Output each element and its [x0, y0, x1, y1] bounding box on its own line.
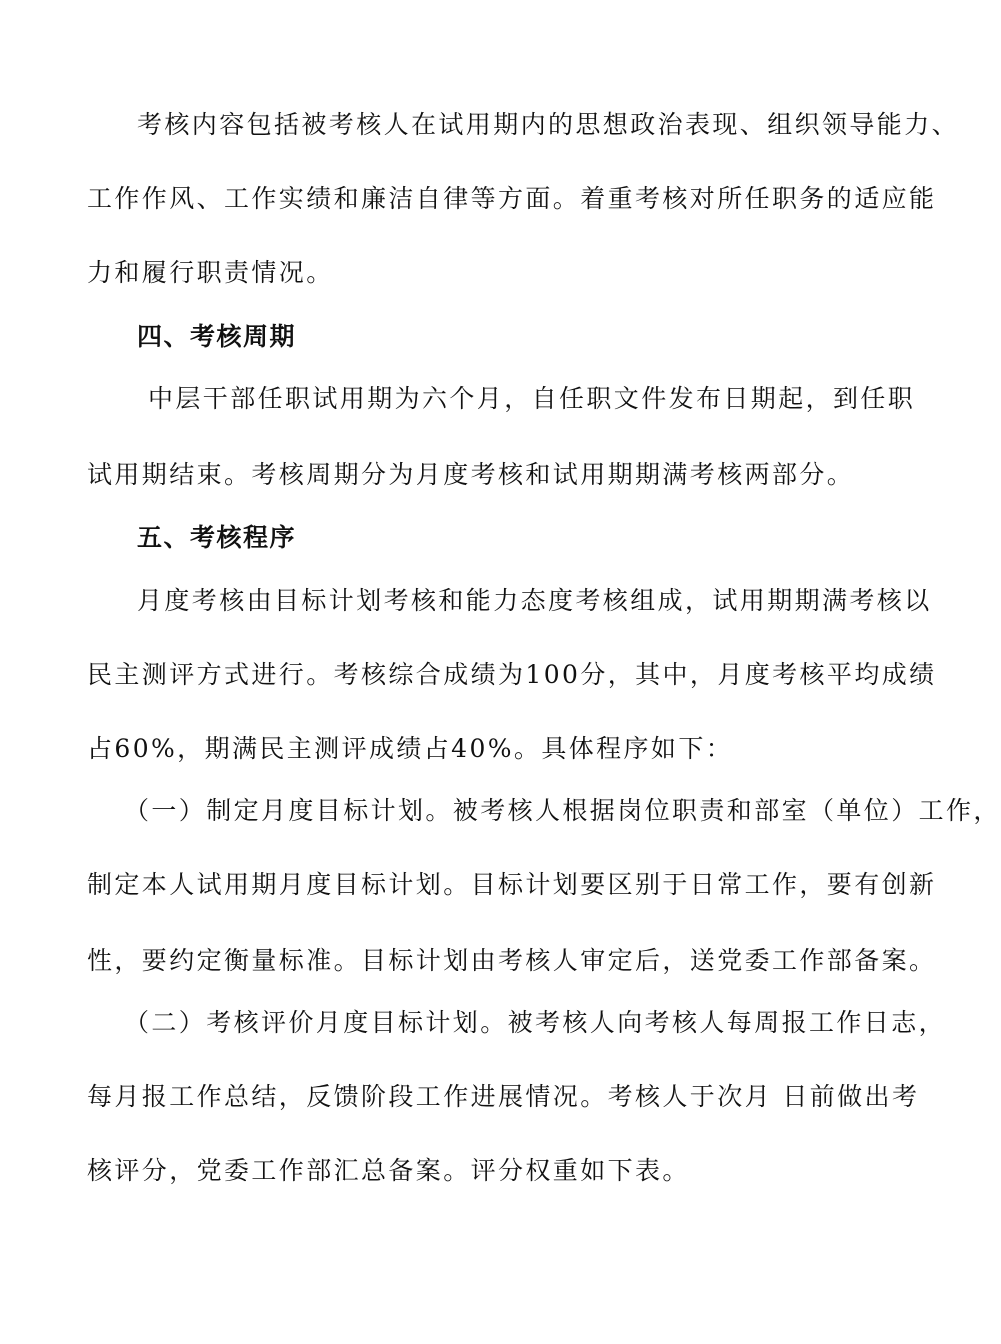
paragraph-line: 月度考核由目标计划考核和能力态度考核组成，试用期期满考核以	[137, 586, 932, 615]
paragraph-line: 考核内容包括被考核人在试用期内的思想政治表现、组织领导能力、	[137, 110, 960, 139]
section-heading: 五、考核程序	[137, 523, 297, 552]
paragraph-line: 每月报工作总结，反馈阶段工作进展情况。考核人于次月 日前做出考	[87, 1082, 920, 1111]
paragraph-line: 核评分，党委工作部汇总备案。评分权重如下表。	[87, 1156, 690, 1185]
paragraph-line: 制定本人试用期月度目标计划。目标计划要区别于日常工作，要有创新	[87, 870, 937, 899]
paragraph-line: 性，要约定衡量标准。目标计划由考核人审定后，送党委工作部备案。	[87, 946, 937, 975]
paragraph-line: 民主测评方式进行。考核综合成绩为100分，其中，月度考核平均成绩	[87, 660, 937, 689]
paragraph-line: （二）考核评价月度目标计划。被考核人向考核人每周报工作日志，	[124, 1008, 947, 1037]
paragraph-line: 中层干部任职试用期为六个月，自任职文件发布日期起，到任职	[148, 384, 916, 413]
section-heading: 四、考核周期	[137, 322, 297, 351]
paragraph-line: 试用期结束。考核周期分为月度考核和试用期期满考核两部分。	[87, 460, 855, 489]
paragraph-line: 力和履行职责情况。	[87, 258, 334, 287]
paragraph-line: 占60%，期满民主测评成绩占40%。具体程序如下：	[87, 734, 734, 763]
paragraph-line: 工作作风、工作实绩和廉洁自律等方面。着重考核对所任职务的适应能	[87, 184, 937, 213]
paragraph-line: （一）制定月度目标计划。被考核人根据岗位职责和部室（单位）工作，	[124, 796, 1001, 825]
